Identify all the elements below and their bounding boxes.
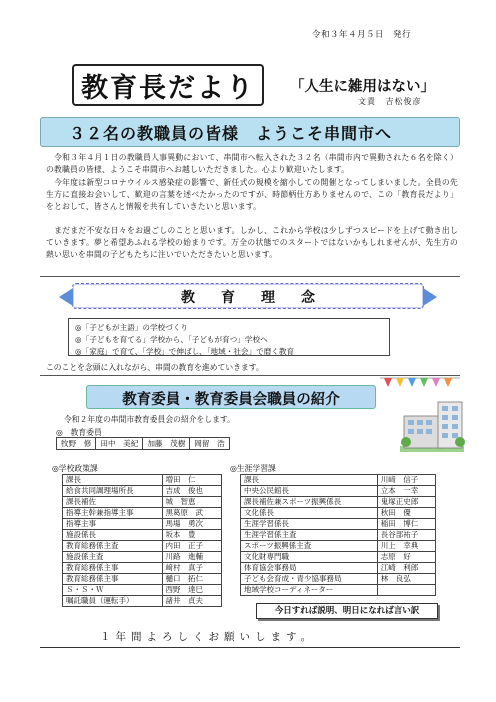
table-row — [241, 530, 436, 541]
table-row — [57, 438, 230, 450]
position-cell: 教育総務係主事 — [63, 563, 163, 574]
newsletter-subtitle: 「人生に雑用はない」 — [290, 79, 435, 95]
name-cell: 江崎 利郎 — [377, 563, 435, 574]
table-row — [63, 508, 222, 519]
philosophy-item: ◎「子どもが主語」の学校づくり — [75, 323, 188, 332]
position-cell: 課長補佐兼スポーツ振興係長 — [241, 497, 378, 508]
table-row — [63, 541, 222, 552]
table-row — [63, 497, 222, 508]
committee-member: 牧野 修 — [57, 438, 96, 450]
position-cell: 施設係長 — [63, 530, 163, 541]
position-cell: 文化係長 — [241, 508, 378, 519]
name-cell: 川上 幸典 — [377, 541, 435, 552]
table-row — [63, 530, 222, 541]
table-row — [63, 563, 222, 574]
proverb-box: 今日すれば説明、明日になれば言い訳 — [256, 603, 438, 619]
lifelong-staff-table — [240, 474, 436, 596]
committee-member: 岡留 浩 — [190, 438, 229, 450]
table-row — [63, 574, 222, 585]
name-cell: 西野 達巳 — [162, 585, 221, 596]
name-cell: 立本 一幸 — [377, 486, 435, 497]
name-cell: 吉成 俊也 — [162, 486, 221, 497]
name-cell: 樋口 拓仁 — [162, 574, 221, 585]
position-cell: 指導主事 — [63, 519, 163, 530]
name-cell — [377, 585, 435, 596]
position-cell: 教育総務係主査 — [63, 541, 163, 552]
welcome-banner — [40, 117, 460, 147]
closing-message: １年間よろしくお願いします。 — [100, 631, 317, 643]
name-cell: 秋田 優 — [377, 508, 435, 519]
bottom-divider — [40, 647, 460, 648]
position-cell: 嘱託職員（運転手） — [63, 596, 163, 607]
author-name: 吉松俊彦 — [385, 97, 422, 106]
section-divider — [40, 276, 460, 277]
committee-member: 加藤 茂樹 — [143, 438, 190, 450]
school-building-icon — [398, 396, 466, 454]
staff-intro-text: 令和２年度の串間市教育委員会の紹介をします。 — [64, 415, 235, 424]
name-cell: 川﨑 信子 — [377, 475, 435, 486]
table-row — [63, 486, 222, 497]
pennant-flags-icon — [380, 376, 460, 390]
name-cell: 諸井 貞夫 — [162, 596, 221, 607]
author-role: 文責 — [358, 97, 376, 106]
position-cell: 中央公民館長 — [241, 486, 378, 497]
position-cell: 施設係主査 — [63, 552, 163, 563]
position-cell: 教育総務係主事 — [63, 574, 163, 585]
philosophy-item: ◎「家庭」で育て、「学校」で伸ばし、「地域・社会」で磨く教育 — [75, 347, 295, 356]
table-row — [241, 541, 436, 552]
committee-table — [56, 437, 230, 450]
position-cell: 子ども会育成・青少協事務局 — [241, 574, 378, 585]
table-row — [241, 563, 436, 574]
table-row — [241, 497, 436, 508]
author-line — [358, 96, 428, 107]
position-cell: 生涯学習係主査 — [241, 530, 378, 541]
table-row — [241, 508, 436, 519]
name-cell: 稲田 博仁 — [377, 519, 435, 530]
position-cell: 課長 — [241, 475, 378, 486]
table-row — [241, 585, 436, 596]
name-cell: 志原 好 — [377, 552, 435, 563]
table-row — [63, 596, 222, 607]
table-row — [63, 585, 222, 596]
name-cell: 長谷部祐子 — [377, 530, 435, 541]
table-row — [241, 475, 436, 486]
table-row — [63, 552, 222, 563]
school-staff-table — [62, 474, 222, 607]
name-cell: 坂本 豊 — [162, 530, 221, 541]
table-row — [63, 475, 222, 486]
name-cell: 﨑村 真子 — [162, 563, 221, 574]
name-cell: 内田 正子 — [162, 541, 221, 552]
committee-member: 田中 美紀 — [96, 438, 143, 450]
name-cell: 黒葛原 武 — [162, 508, 221, 519]
position-cell: 指導主幹兼指導主事 — [63, 508, 163, 519]
lifelong-section-title: ◎生涯学習課 — [230, 464, 276, 473]
philosophy-box — [68, 318, 390, 356]
table-row — [241, 552, 436, 563]
name-cell: 川路 進輔 — [162, 552, 221, 563]
position-cell: 給食共同調理場所長 — [63, 486, 163, 497]
position-cell: スポーツ振興係主査 — [241, 541, 378, 552]
committee-label: ◎ 教育委員 — [56, 428, 102, 437]
name-cell: 城 智恵 — [162, 497, 221, 508]
welcome-paragraph-2: 今年度は新型コロナウイルス感染症の影響で、新任式の規模を縮小しての開催となってしまいました。全員の先生方に直接お会いして、歓迎の言葉を述べたかったのですが、時節柄仕方ありませんので、この「教育長だより」をとおして、皆さんと情報を共有していきたいと思います。 — [46, 178, 458, 212]
position-cell: 体育協会事務局 — [241, 563, 378, 574]
table-row — [241, 486, 436, 497]
position-cell: 地域学校コーディネーター — [241, 585, 378, 596]
table-row — [241, 519, 436, 530]
philosophy-note: このことを念頭に入れながら、串間の教育を進めていきます。 — [46, 363, 264, 372]
newsletter-title: 教育長だより — [72, 64, 264, 106]
right-arrow-icon — [423, 288, 437, 306]
position-cell: 文化財専門職 — [241, 552, 378, 563]
table-row — [63, 519, 222, 530]
staff-heading: 教育委員・教育委員会職員の紹介 — [122, 392, 340, 408]
position-cell: 課長補佐 — [63, 497, 163, 508]
position-cell: 生涯学習係長 — [241, 519, 378, 530]
welcome-paragraph-1: 令和３年４月１日の教職員人事異動において、串間市へ転入された３２名（串間市内で異動された６名を除く）の教職員の皆様、ようこそ串間市へお越しいただきました。心より歓迎いたします。 — [46, 153, 458, 175]
philosophy-banner — [72, 283, 424, 309]
name-cell: 鬼塚正史郎 — [377, 497, 435, 508]
position-cell: 課長 — [63, 475, 163, 486]
philosophy-heading: 教育理念 — [181, 290, 341, 306]
welcome-heading: ３２名の教職員の皆様 ようこそ串間市へ — [69, 124, 393, 143]
name-cell: 馬場 勇次 — [162, 519, 221, 530]
school-section-title: ◎学校政策課 — [52, 464, 98, 473]
name-cell: 林 良弘 — [377, 574, 435, 585]
issue-date: 令和３年４月５日 発行 — [312, 30, 412, 40]
name-cell: 増田 仁 — [162, 475, 221, 486]
table-row — [241, 574, 436, 585]
welcome-paragraph-3: まだまだ不安な日々をお過ごしのことと思います。しかし、これから学校は少しずつスピードを上げて動き出していきます。夢と希望あふれる学校の始まりです。万全の状態でのスタートではないかもしれませんが、先生方の熱い思いを串間の子どもたちに注いでいただきたいと思います。 — [46, 226, 458, 260]
position-cell: Ｓ・Ｓ・Ｗ — [63, 585, 163, 596]
left-arrow-icon — [59, 288, 73, 306]
philosophy-item: ◎「子どもを育てる」学校から、「子どもが育つ」学校へ — [75, 335, 268, 344]
staff-banner — [86, 385, 376, 409]
